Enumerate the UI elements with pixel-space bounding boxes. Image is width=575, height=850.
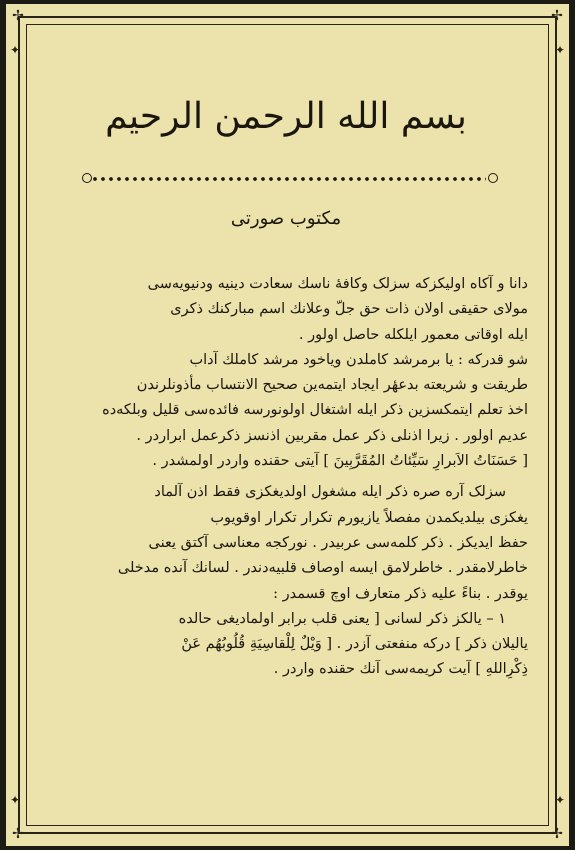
divider-ornament-icon xyxy=(488,173,498,183)
text-line: یوقدر . بناءً علیه ذکر متعارف اوچ قسمدر : xyxy=(273,585,528,602)
text-line: دانا و آکاه اولیکزکه سزلک وکافهٔ ناسك سعادت دینیه ودنیویه‌سی xyxy=(147,276,528,292)
text-line: یالیلان ذکر ] درکه منفعتی آزدر . [ وَیْلٌ لِلْقاسِیَةِ قُلُوبُهُم عَنْ xyxy=(181,636,528,653)
text-line: ایله اوقاتی معمور ایلکله حاصل اولور . xyxy=(298,326,528,343)
corner-ornament-icon: ✢ xyxy=(12,8,24,24)
text-line: حفظ ایدیکز . ذکر کلمه‌سی عربیدر . نورکجه معناسی آکتق یعنی xyxy=(148,534,528,551)
text-line: شو قدرکه : یا برمرشد کاملدن ویاخود مرشد کاملك آداب xyxy=(189,351,528,368)
text-line: اخذ تعلم ایتمکسزین ذکر ایله اشتغال اولونورسه فائده‌سی قلیل وبلکه‌ده xyxy=(102,402,528,419)
text-line: [ حَسَنَاتُ الاَبرارِ سَیِّئاتُ المُقَرَّبِینَ ] آیتی حقنده واردر اولمشدر . xyxy=(152,453,528,470)
text-line: خاطرلامقدر . خاطرلامق ایسه اوصاف قلبیه‌دندر . لسانك آنده مدخلی xyxy=(117,560,528,577)
text-line: عدیم اولور . زیرا اذنلی ذکر عمل مقربین اذنسز ذکرعمل ابراردر . xyxy=(136,427,528,444)
border-ornament-icon: ✦ xyxy=(554,793,565,807)
body-text xyxy=(48,272,528,683)
border-ornament-icon: ✦ xyxy=(10,793,21,807)
corner-ornament-icon: ✢ xyxy=(551,8,563,24)
text-line: مولای حقیقی اولان ذات حق جلّ وعلانك اسم مبارکنك ذکری xyxy=(170,301,528,318)
text-line: سزلک آره صره ذکر ایله مشغول اولدیغکزی فقط اذن آلماد xyxy=(154,484,506,501)
border-ornament-icon: ✦ xyxy=(554,43,565,57)
text-line: ذِکْرِاللهِ ] آیت کریمه‌سی آنك حقنده واردر . xyxy=(273,661,528,678)
dotted-divider xyxy=(91,174,486,184)
border-ornament-icon: ✦ xyxy=(10,43,21,57)
document-page xyxy=(6,4,569,846)
section-heading: مکتوب صورتی xyxy=(230,208,342,229)
corner-ornament-icon: ✢ xyxy=(551,826,563,842)
corner-ornament-icon: ✢ xyxy=(12,826,24,842)
text-line: یغکزی بیلدیکمدن مفصلاً یازیورم تکرار تکرار اوقویوب xyxy=(210,509,528,526)
text-line: ١ – یالکز ذکر لسانی [ یعنی قلب برابر اولمادیغی حالده xyxy=(178,610,506,627)
page-title: بسم الله الرحمن الرحيم xyxy=(105,96,467,137)
text-line: طریقت و شریعته بدعهٔر ایجاد ایتمه‌ین صحیح الانتساب مأذونلرندن xyxy=(136,377,528,394)
